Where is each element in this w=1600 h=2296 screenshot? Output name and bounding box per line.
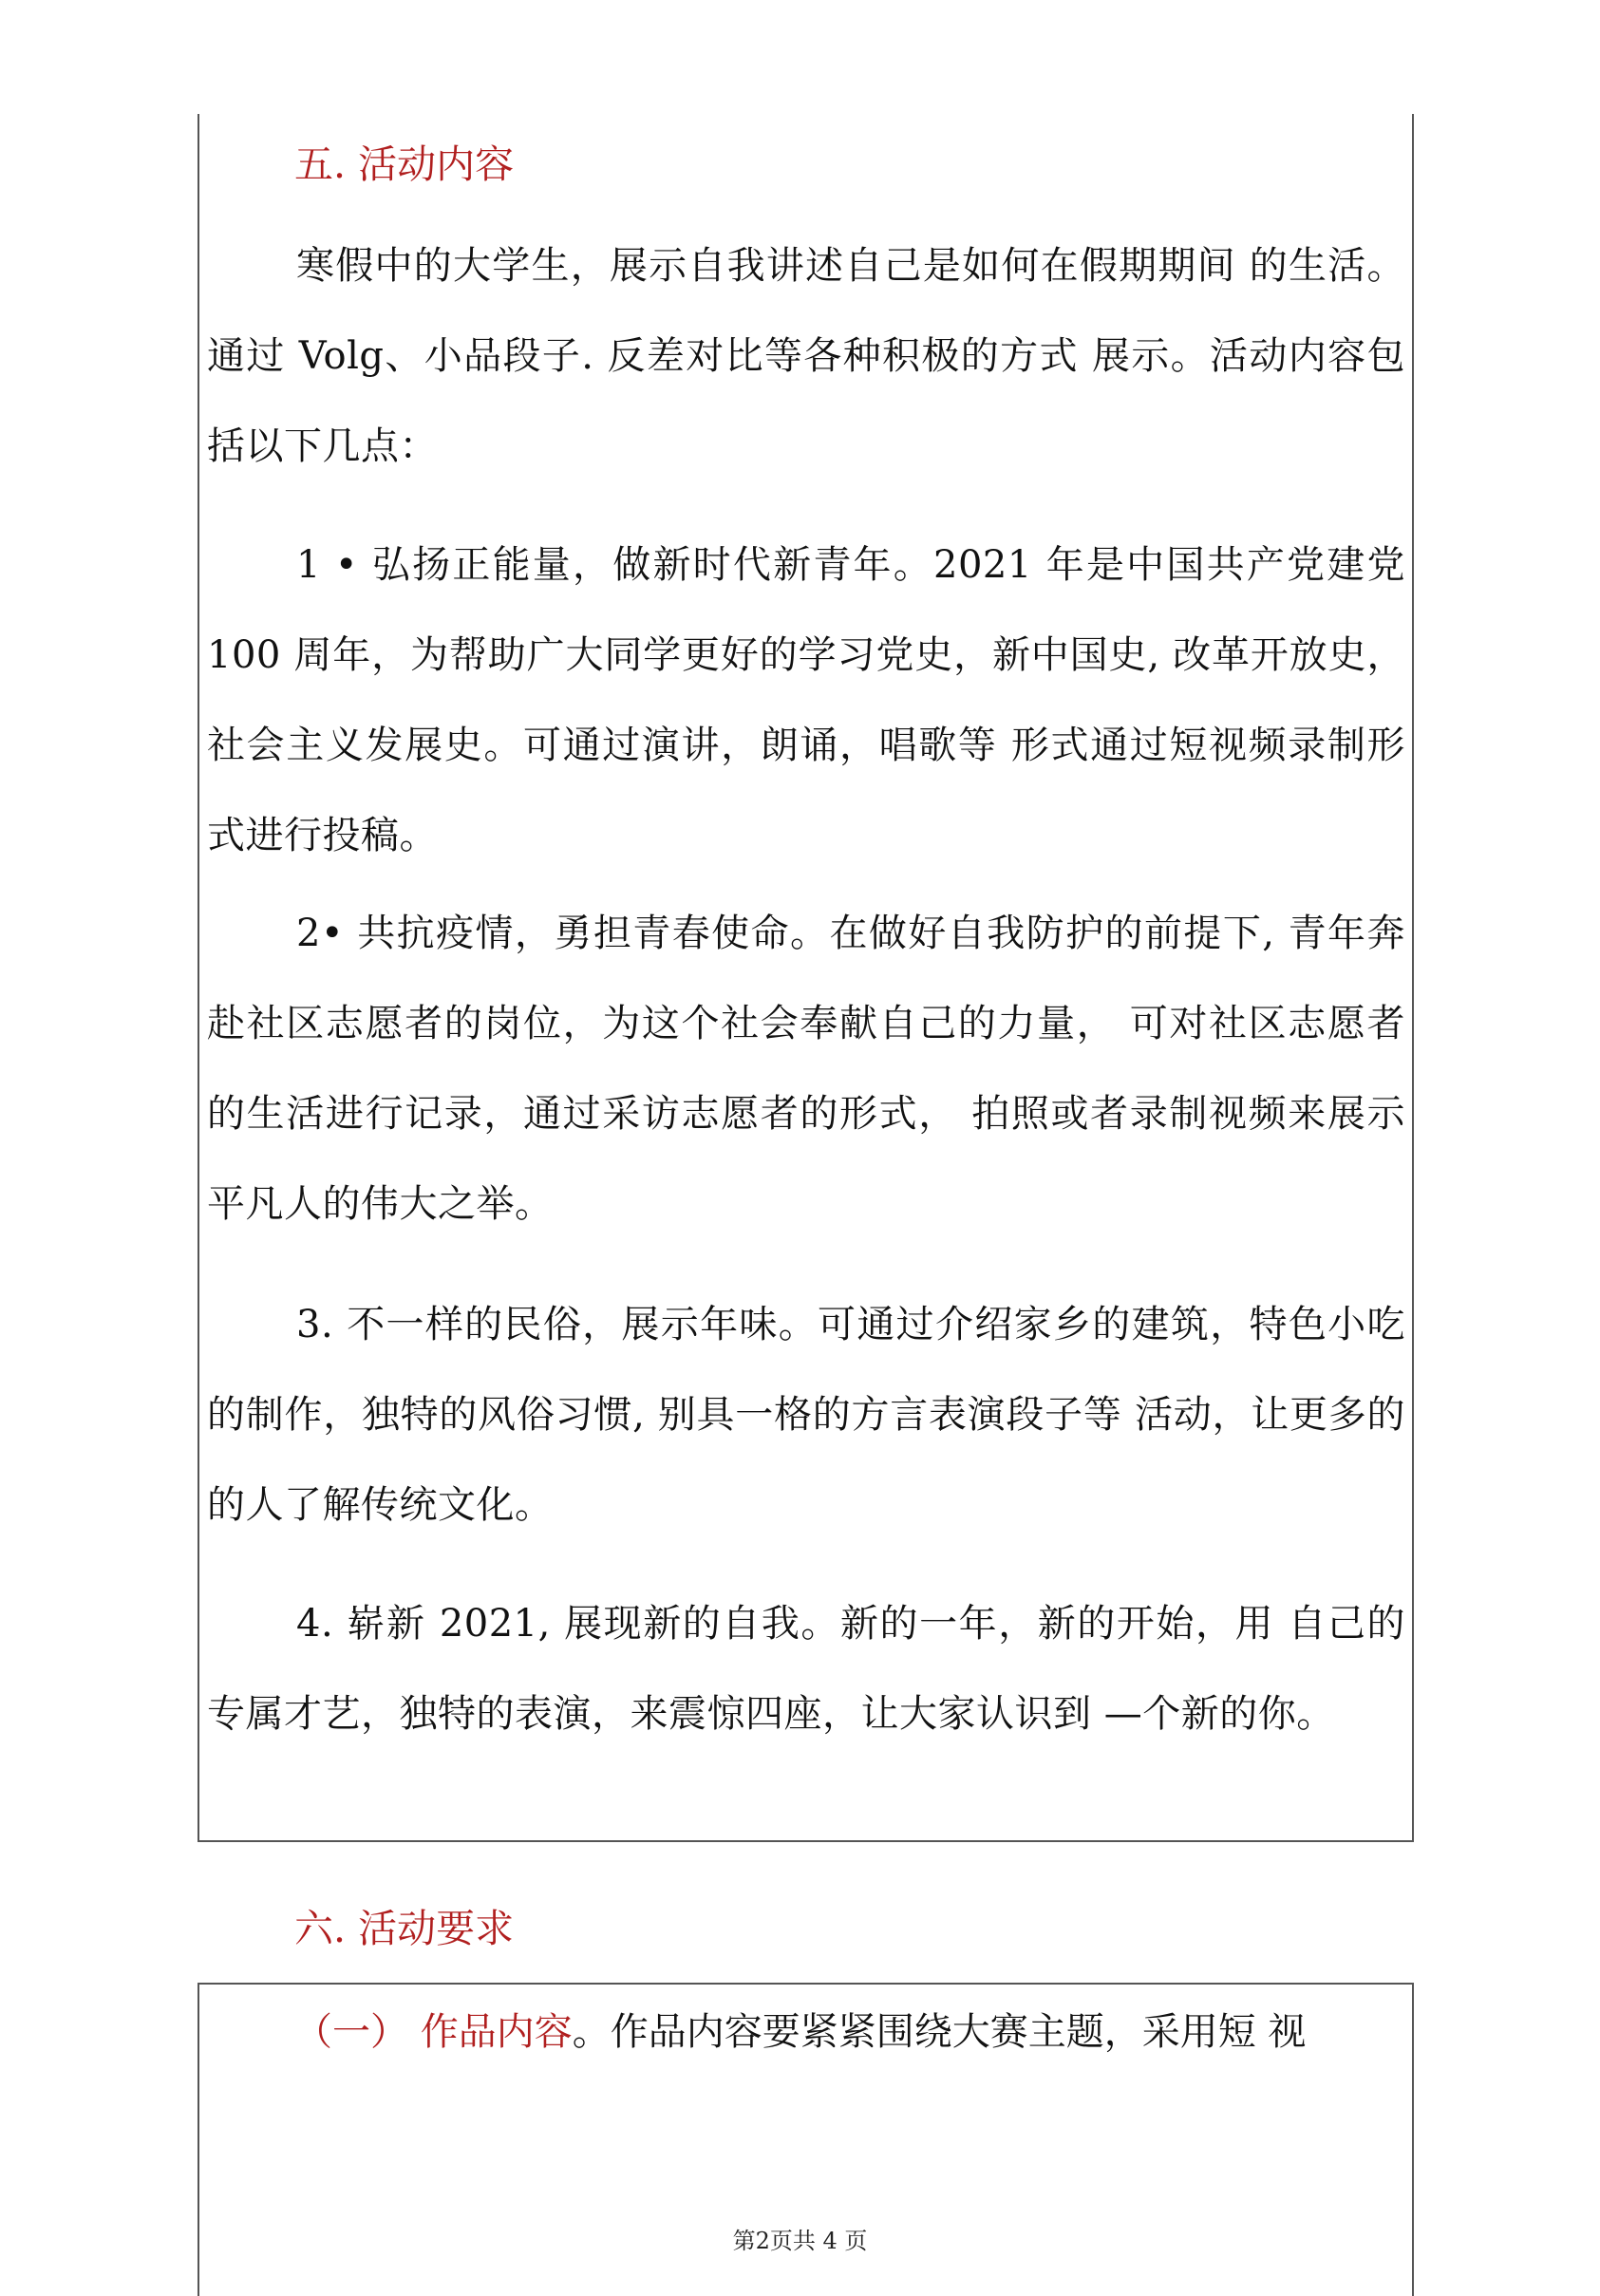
activity-item-2 [207,889,1405,1250]
activity-item-4 [207,1579,1405,1760]
requirement-1-label: （一） 作品内容 [294,2010,573,2054]
section5-heading: 五. 活动内容 [294,141,515,187]
activity-item-1-text: 1 • 弘扬正能量，做新时代新青年。2021 年是中国共产党建党 100 周年，为帮助广大同学更好的学习党史，新中国史, 改革开放史，社会主义发展史。可通过演讲，朗诵，唱歌等 形式通过短视频录制形式进行投稿。 [207,543,1405,857]
page-number-footer: 第2页共 4 页 [732,2228,868,2254]
activity-item-3 [207,1280,1405,1551]
section5-intro-paragraph [207,221,1405,492]
activity-item-4-text: 4. 崭新 2021, 展现新的自我。新的一年，新的开始，用 自己的专属才艺，独特的表演，来震惊四座，让大家认识到 —个新的你。 [207,1602,1405,1736]
requirement-1-text: 。作品内容要紧紧围绕大赛主题，采用短 视 [572,2010,1307,2054]
section6-heading: 六. 活动要求 [294,1906,515,1951]
requirement-1 [294,2002,1306,2056]
intro-text: 寒假中的大学生，展示自我讲述自己是如何在假期期间 的生活。通过 Volg、小品段子. 反差对比等各种积极的方式 展示。活动内容包括以下几点： [207,244,1405,468]
activity-item-2-text: 2• 共抗疫情，勇担青春使命。在做好自我防护的前提下, 青年奔赴社区志愿者的岗位，为这个社会奉献自己的力量， 可对社区志愿者的生活进行记录，通过采访志愿者的形式， 拍照或者录制视频来展示平凡人的伟大之举。 [207,912,1405,1226]
activity-item-3-text: 3. 不一样的民俗，展示年味。可通过介绍家乡的建筑，特色小吃的制作，独特的风俗习惯, 别具一格的方言表演段子等 活动，让更多的的人了解传统文化。 [207,1303,1405,1527]
activity-item-1 [207,520,1405,881]
